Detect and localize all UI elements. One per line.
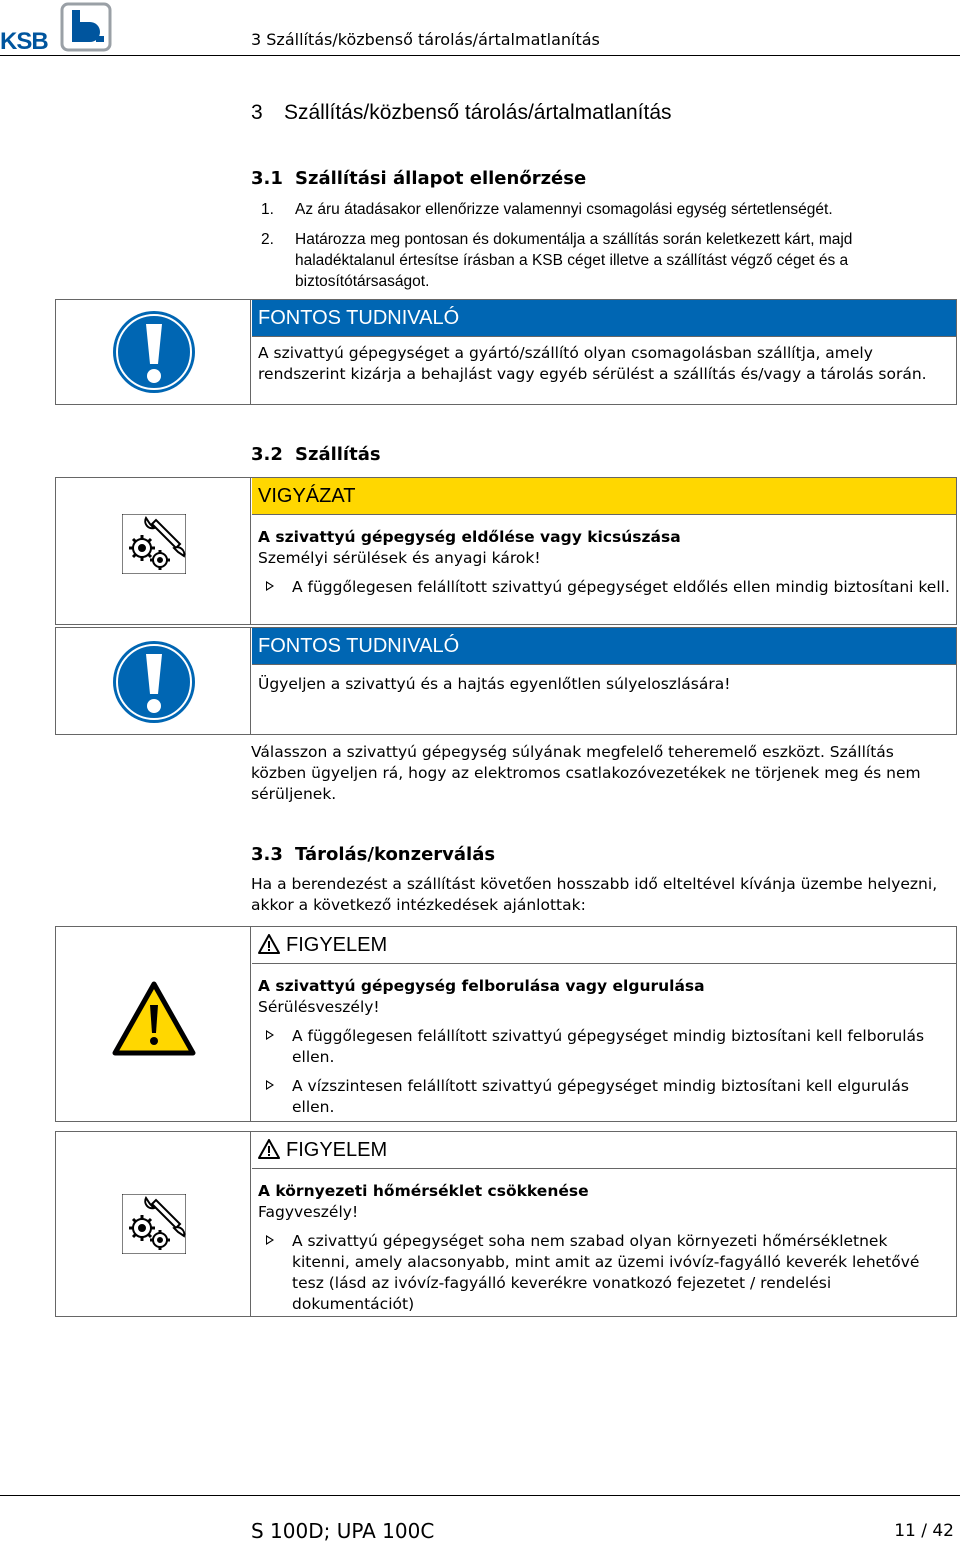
footer-divider [0,1495,960,1496]
page-number: 11 / 42 [894,1521,954,1541]
caution-consequence: Személyi sérülések és anyagi károk! [258,549,541,567]
bullet-text: A szivattyú gépegységet soha nem szabad olyan környezeti hőmérsékletnek kitenni, amely alacsonyabb, mint amit az üzemi ivóvíz-fagyálló keverék lehetővé tesz (lásd az ivóvíz-fagyálló keverékre vonatkozó fejezetet / rendelési dokumentációt) [292,1232,920,1313]
exclamation-circle-icon [112,640,196,724]
warning-icon-column [56,1132,251,1316]
notice-box [55,299,957,405]
bullet-triangle-icon [266,1030,274,1040]
step-text: Határozza meg pontosan és dokumentálja a szállítás során keletkezett kárt, majd haladéktalanul értesítse írásban a KSB céget illetve a szállítást végző céget és a biztosítótársaságot. [295,231,853,290]
list-item [261,229,956,292]
warning-heading: A szivattyú gépegység felborulása vagy elgurulása [258,977,705,995]
list-item [258,1231,950,1315]
gears-wrench-icon [122,1194,186,1254]
section-heading-3-3 [251,844,495,865]
caution-label: VIGYÁZAT [252,478,956,515]
warning-box [55,1131,957,1317]
chapter-title-text: Szállítás/közbenső tárolás/ártalmatlanítás [284,101,672,124]
notice-text: A szivattyú gépegységet a gyártó/szállító olyan csomagolásban szállítja, amely rendszerint kizárja a behajlást vagy egyéb sérülést a szállítás és/vagy a tárolás során. [258,344,927,383]
warning-label-band [252,927,956,964]
bullet-text: A függőlegesen felállított szivattyú gépegységet eldőlés ellen mindig biztosítani kell. [292,578,950,596]
warning-text [252,1169,956,1315]
warning-small-icon [258,1139,280,1159]
section-heading-3-1 [251,168,586,189]
exclamation-circle-icon [112,310,196,394]
warning-heading: A környezeti hőmérséklet csökkenése [258,1182,589,1200]
body-paragraph: Válasszon a szivattyú gépegység súlyának megfelelő teheremelő eszközt. Szállítás közben ügyeljen rá, hogy az elektromos csatlakozóvezetékek ne törjenek meg és nem sérüljenek. [251,743,921,803]
section-title: Szállítási állapot ellenőrzése [295,168,587,189]
warning-label-band [252,1132,956,1169]
warning-consequence: Sérülésveszély! [258,998,380,1016]
body-paragraph: Ha a berendezést a szállítást követően hosszabb idő elteltével kívánja üzembe helyezni, akkor a következő intézkedések ajánlottak: [251,875,938,914]
notice-box [55,627,957,735]
section-title: Szállítás [295,444,381,465]
caution-heading: A szivattyú gépegység eldőlése vagy kicsúszása [258,528,681,546]
warning-label: FIGYELEM [286,1139,388,1161]
footer-product: S 100D; UPA 100C [251,1519,435,1543]
ksb-logo-mark-icon [60,2,112,52]
warning-label: FIGYELEM [286,934,388,956]
caution-content [252,478,956,598]
notice-icon-column [56,300,251,404]
ksb-logo [0,2,115,54]
section-number: 3.2 [251,444,283,465]
logo-text: KSB [0,28,48,55]
warning-icon-column [56,927,251,1121]
warning-consequence: Fagyveszély! [258,1203,359,1221]
warning-small-icon [258,934,280,954]
chapter-number: 3 [251,101,263,124]
bullet-triangle-icon [266,581,274,591]
section-title: Tárolás/konzerválás [295,844,496,865]
list-item [258,1026,950,1068]
chapter-title [251,101,672,125]
list-item [258,577,950,598]
notice-content [252,300,956,385]
step-number: 1. [261,201,274,218]
warning-content [252,1132,956,1315]
notice-label: FONTOS TUDNIVALÓ [252,628,956,665]
bullet-triangle-icon [266,1080,274,1090]
bullet-text: A vízszintesen felállított szivattyú gépegységet mindig biztosítani kell elgurulás ellen. [292,1077,909,1116]
warning-text [252,964,956,1118]
list-item [258,1076,950,1118]
section-number: 3.3 [251,844,283,865]
warning-box [55,926,957,1122]
section-heading-3-2 [251,444,381,465]
gears-wrench-icon [122,514,186,574]
caution-text [252,515,956,598]
running-header: 3 Szállítás/közbenső tárolás/ártalmatlanítás [251,30,600,49]
list-item [261,199,956,220]
step-number: 2. [261,231,274,248]
caution-box [55,477,957,625]
section-number: 3.1 [251,168,283,189]
warning-content [252,927,956,1118]
warning-triangle-icon [112,981,196,1057]
bullet-triangle-icon [266,1235,274,1245]
step-text: Az áru átadásakor ellenőrizze valamennyi csomagolási egység sértetlenségét. [295,201,833,218]
notice-label: FONTOS TUDNIVALÓ [252,300,956,337]
notice-text: Ügyeljen a szivattyú és a hajtás egyenlőtlen súlyeloszlására! [258,675,731,693]
caution-icon-column [56,478,251,624]
notice-icon-column [56,628,251,734]
bullet-text: A függőlegesen felállított szivattyú gépegységet mindig biztosítani kell felborulás ellen. [292,1027,925,1066]
notice-content [252,628,956,695]
header-divider [0,55,960,56]
